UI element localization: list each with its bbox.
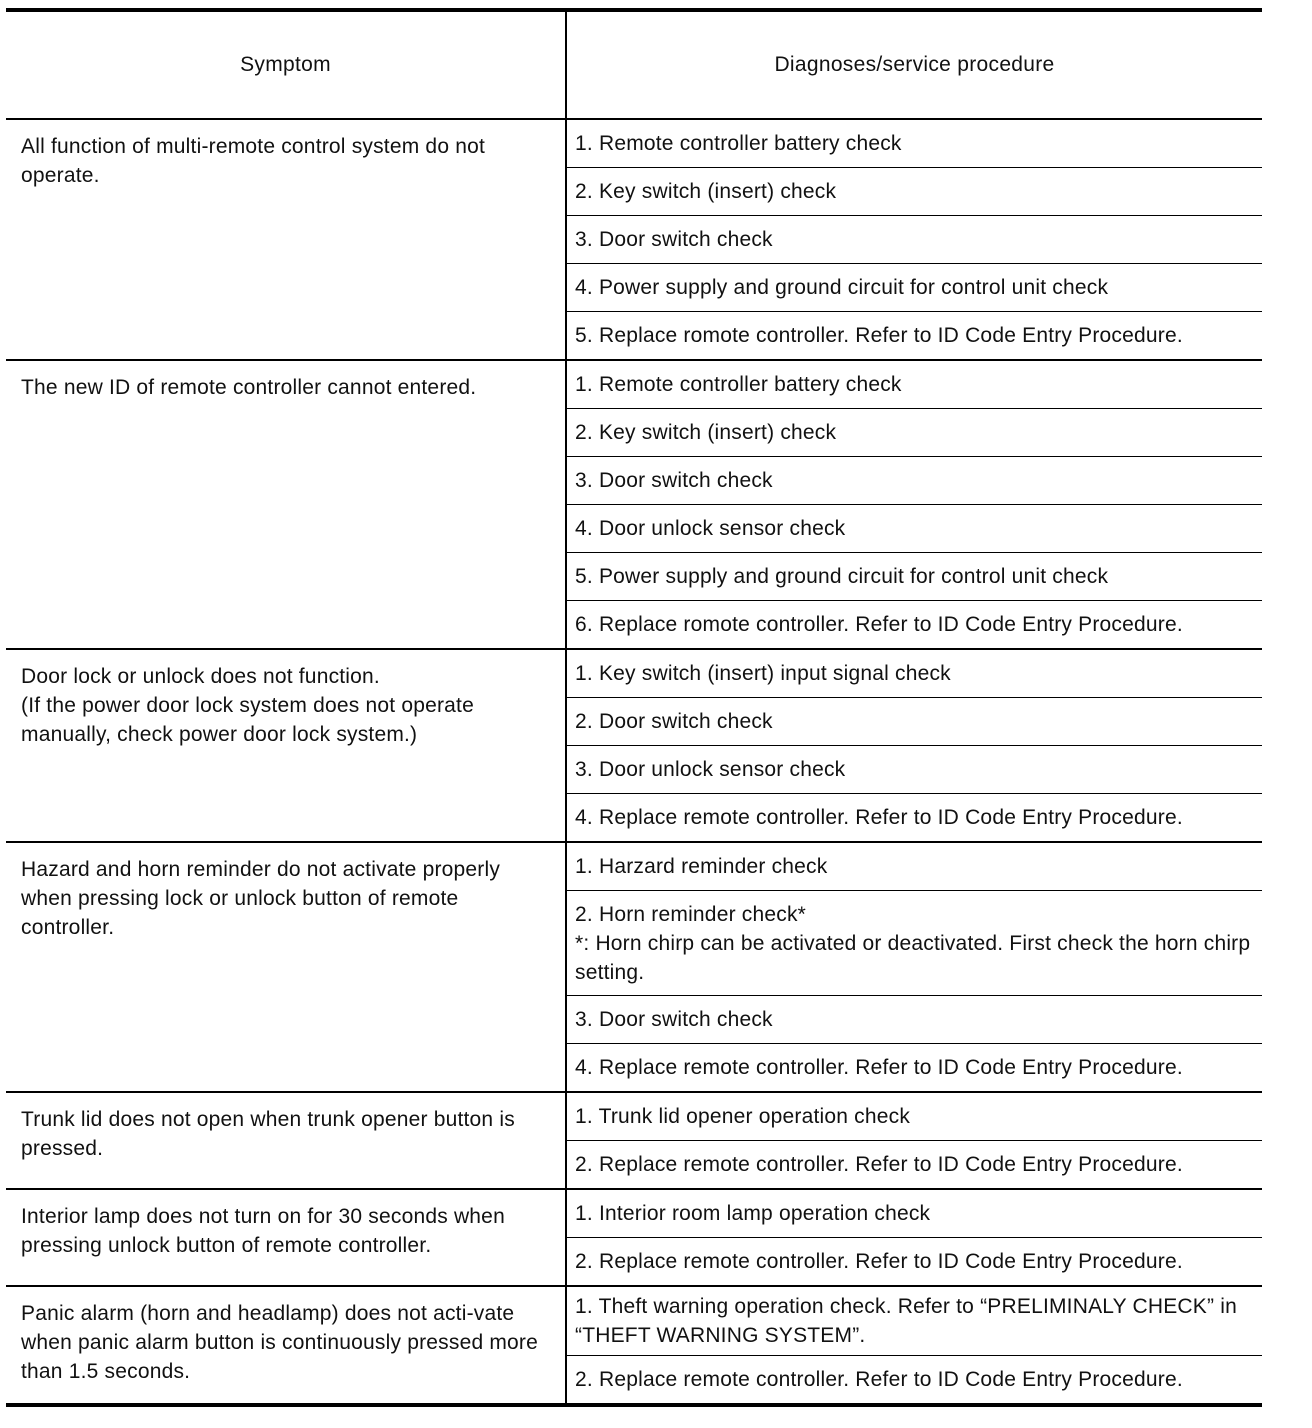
procedure-cell: 2. Replace remote controller. Refer to ID Code Entry Procedure. <box>575 1368 1183 1391</box>
procedure-cell: 1. Harzard reminder check <box>566 842 1262 891</box>
table-row <box>6 1189 1262 1238</box>
procedure-cell: 1. Key switch (insert) input signal check <box>566 649 1262 698</box>
procedure-cell: 1. Interior room lamp operation check <box>566 1189 1262 1238</box>
symptom-line: (If the power door lock system does not operate manually, check power door lock system.) <box>21 694 474 746</box>
symptom-cell: Hazard and horn reminder do not activate properly when pressing lock or unlock button of remote controller. <box>6 842 566 1092</box>
procedure-cell: 2. Key switch (insert) check <box>566 409 1262 457</box>
table-row <box>6 360 1262 409</box>
procedure-cell: 3. Door switch check <box>566 457 1262 505</box>
procedure-cell: 5. Replace romote controller. Refer to ID Code Entry Procedure. <box>566 312 1262 361</box>
table-row <box>6 119 1262 168</box>
procedure-line: 2. Horn reminder check* <box>575 902 807 926</box>
procedure-cell: 4. Replace remote controller. Refer to ID Code Entry Procedure. <box>566 794 1262 843</box>
procedure-cell: 3. Door switch check <box>566 216 1262 264</box>
procedure-cell: 1. Remote controller battery check <box>566 119 1262 168</box>
symptom-cell: Interior lamp does not turn on for 30 seconds when pressing unlock button of remote controller. <box>6 1189 566 1286</box>
procedure-cell: 1. Trunk lid opener operation check <box>566 1092 1262 1141</box>
procedure-cell: 2. Door switch check <box>566 698 1262 746</box>
procedure-cell: 2. Replace remote controller. Refer to ID Code Entry Procedure. <box>566 1141 1262 1190</box>
symptom-cell: Panic alarm (horn and headlamp) does not acti-vate when panic alarm button is continuously pressed more than 1.5 seconds. <box>6 1286 566 1405</box>
symptom-cell: Trunk lid does not open when trunk opener button is pressed. <box>6 1092 566 1189</box>
symptom-cell: All function of multi-remote control system do not operate. <box>6 119 566 360</box>
procedure-cell: 6. Replace romote controller. Refer to ID Code Entry Procedure. <box>566 601 1262 650</box>
procedure-cell: 4. Door unlock sensor check <box>566 505 1262 553</box>
procedure-cell: 5. Power supply and ground circuit for control unit check <box>566 553 1262 601</box>
symptom-cell: The new ID of remote controller cannot entered. <box>6 360 566 649</box>
procedure-cell <box>566 891 1262 996</box>
table-header-row <box>6 10 1262 119</box>
table-row <box>6 842 1262 891</box>
procedure-cell: 1. Remote controller battery check <box>566 360 1262 409</box>
procedure-cell: 3. Door switch check <box>566 996 1262 1044</box>
procedure-cell: 2. Replace remote controller. Refer to ID Code Entry Procedure. <box>566 1238 1262 1287</box>
procedure-note: *: Horn chirp can be activated or deactivated. First check the horn chirp setting. <box>575 931 1251 984</box>
header-symptom: Symptom <box>6 10 566 119</box>
procedure-cell: 4. Power supply and ground circuit for control unit check <box>566 264 1262 312</box>
table-row <box>6 1092 1262 1141</box>
procedure-cell: 2. Key switch (insert) check <box>566 168 1262 216</box>
table-row <box>6 649 1262 698</box>
symptom-cell <box>6 649 566 842</box>
table-row <box>6 1286 1262 1356</box>
troubleshooting-table <box>6 8 1262 1407</box>
header-procedure: Diagnoses/service procedure <box>566 10 1262 119</box>
procedure-cell: 4. Replace remote controller. Refer to ID Code Entry Procedure. <box>566 1044 1262 1093</box>
symptom-line: Door lock or unlock does not function. <box>21 665 380 688</box>
procedure-cell: 3. Door unlock sensor check <box>566 746 1262 794</box>
procedure-cell: 1. Theft warning operation check. Refer to “PRELIMINALY CHECK” in “THEFT WARNING SYSTEM”. <box>566 1286 1262 1356</box>
